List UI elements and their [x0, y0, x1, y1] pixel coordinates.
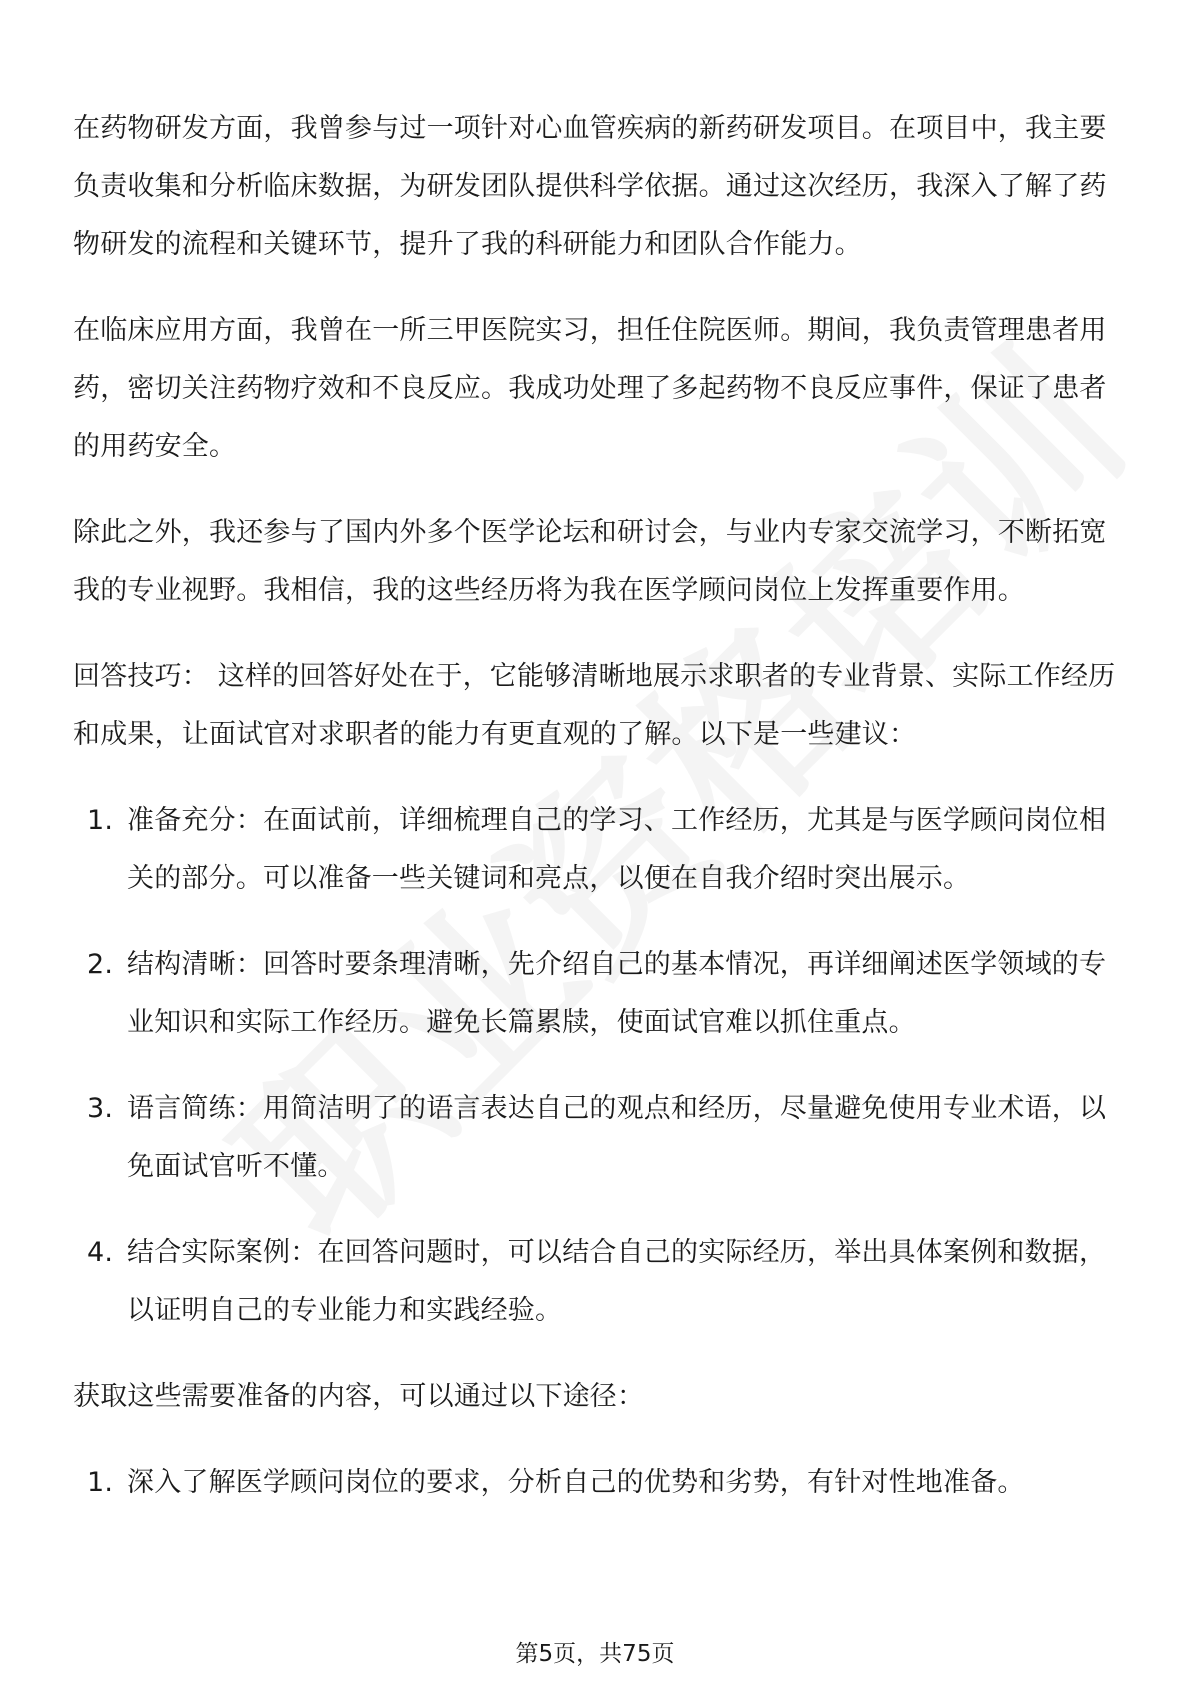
- paragraph-ways-intro: 获取这些需要准备的内容，可以通过以下途径：: [73, 1381, 645, 1412]
- page-footer: 第5页，共75页: [515, 1641, 675, 1667]
- paragraph-drug-research: 在药物研发方面，我曾参与过一项针对心血管疾病的新药研发项目。在项目中，我主要负责收集和分析临床数据，为研发团队提供科学依据。通过这次经历，我深入了解了药物研发的流程和关键环节，提升了我的科研能力和团队合作能力。: [73, 113, 1107, 260]
- paragraph-clinical-application: 在临床应用方面，我曾在一所三甲医院实习，担任住院医师。期间，我负责管理患者用药，密切关注药物疗效和不良反应。我成功处理了多起药物不良反应事件，保证了患者的用药安全。: [73, 315, 1107, 462]
- tips-list: [73, 792, 1123, 1340]
- list-item: [73, 1454, 1123, 1512]
- list-number: 1.: [87, 1467, 114, 1498]
- list-item: [73, 1080, 1123, 1196]
- list-item: [73, 1224, 1123, 1340]
- list-item: [73, 792, 1123, 908]
- list-item-text: 深入了解医学顾问岗位的要求，分析自己的优势和劣势，有针对性地准备。: [127, 1467, 1025, 1498]
- list-number: 4.: [87, 1237, 114, 1268]
- list-item-text: 准备充分：在面试前，详细梳理自己的学习、工作经历，尤其是与医学顾问岗位相关的部分。可以准备一些关键词和亮点，以便在自我介绍时突出展示。: [127, 805, 1107, 894]
- list-item-text: 结合实际案例：在回答问题时，可以结合自己的实际经历，举出具体案例和数据，以证明自己的专业能力和实践经验。: [127, 1237, 1107, 1326]
- list-number: 1.: [87, 805, 114, 836]
- list-item-text: 结构清晰：回答时要条理清晰，先介绍自己的基本情况，再详细阐述医学领域的专业知识和实际工作经历。避免长篇累牍，使面试官难以抓住重点。: [127, 949, 1107, 1038]
- paragraph-answer-tips: 回答技巧： 这样的回答好处在于，它能够清晰地展示求职者的专业背景、实际工作经历和成果，让面试官对求职者的能力有更直观的了解。以下是一些建议：: [73, 661, 1116, 750]
- list-item: [73, 936, 1123, 1052]
- document-body: [73, 100, 1123, 1540]
- list-item-text: 语言简练：用简洁明了的语言表达自己的观点和经历，尽量避免使用专业术语，以免面试官听不懂。: [127, 1093, 1107, 1182]
- ways-list: [73, 1454, 1123, 1512]
- list-number: 2.: [87, 949, 114, 980]
- list-number: 3.: [87, 1093, 114, 1124]
- paragraph-forums: 除此之外，我还参与了国内外多个医学论坛和研讨会，与业内专家交流学习，不断拓宽我的专业视野。我相信，我的这些经历将为我在医学顾问岗位上发挥重要作用。: [73, 517, 1107, 606]
